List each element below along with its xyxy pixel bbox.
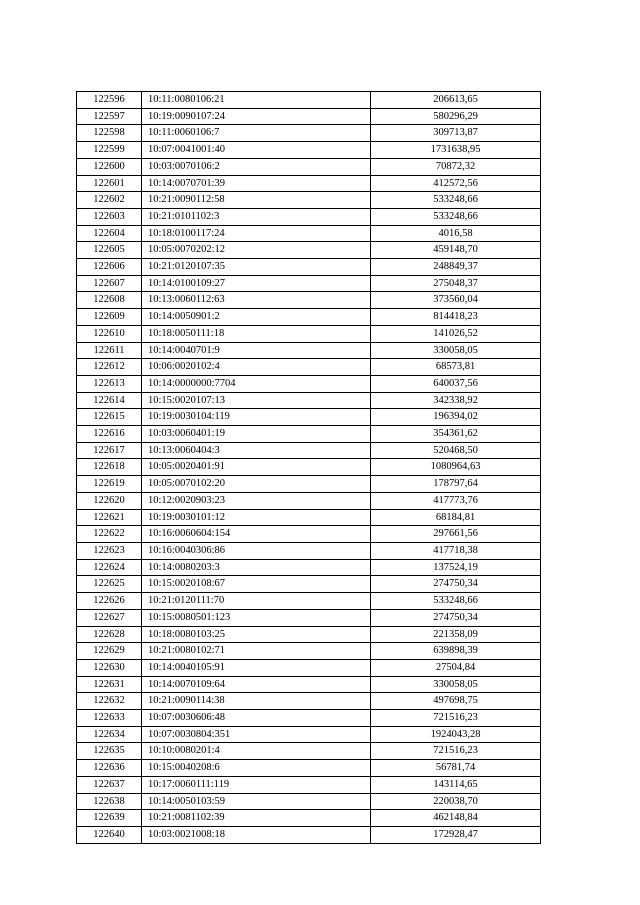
table-row [77,192,541,209]
amount-cell: 274750,34 [371,609,541,626]
amount-cell: 342338,92 [371,392,541,409]
table-row [77,325,541,342]
row-id-cell: 122621 [77,509,142,526]
row-id-cell: 122622 [77,526,142,543]
row-id-cell: 122637 [77,776,142,793]
row-id-cell: 122613 [77,375,142,392]
amount-cell: 1924043,28 [371,726,541,743]
table-row [77,559,541,576]
amount-cell: 417773,76 [371,492,541,509]
row-id-cell: 122617 [77,442,142,459]
cadastral-number-cell: 10:19:0090107:24 [142,108,371,125]
row-id-cell: 122597 [77,108,142,125]
row-id-cell: 122603 [77,208,142,225]
cadastral-number-cell: 10:21:0101102:3 [142,208,371,225]
row-id-cell: 122602 [77,192,142,209]
table-row [77,693,541,710]
table-row [77,509,541,526]
row-id-cell: 122605 [77,242,142,259]
cadastral-number-cell: 10:03:0070106:2 [142,158,371,175]
amount-cell: 297661,56 [371,526,541,543]
table-row [77,175,541,192]
cadastral-number-cell: 10:11:0060106:7 [142,125,371,142]
amount-cell: 330058,05 [371,676,541,693]
amount-cell: 459148,70 [371,242,541,259]
cadastral-number-cell: 10:21:0120111:70 [142,593,371,610]
amount-cell: 56781,74 [371,760,541,777]
cadastral-number-cell: 10:14:0000000:7704 [142,375,371,392]
table-row [77,409,541,426]
amount-cell: 533248,66 [371,593,541,610]
table-row [77,158,541,175]
amount-cell: 196394,02 [371,409,541,426]
table-body [77,92,541,844]
row-id-cell: 122623 [77,542,142,559]
row-id-cell: 122634 [77,726,142,743]
amount-cell: 640037,56 [371,375,541,392]
table-row [77,643,541,660]
cadastral-number-cell: 10:17:0060111:119 [142,776,371,793]
amount-cell: 1731638,95 [371,142,541,159]
amount-cell: 68184,81 [371,509,541,526]
amount-cell: 248849,37 [371,259,541,276]
table-row [77,726,541,743]
amount-cell: 141026,52 [371,325,541,342]
row-id-cell: 122633 [77,710,142,727]
cadastral-number-cell: 10:14:0050901:2 [142,309,371,326]
cadastral-number-cell: 10:14:0100109:27 [142,275,371,292]
cadastral-number-cell: 10:16:0040306:86 [142,542,371,559]
table-row [77,542,541,559]
amount-cell: 580296,29 [371,108,541,125]
cadastral-number-cell: 10:13:0060112:63 [142,292,371,309]
cadastral-number-cell: 10:03:0060401:19 [142,426,371,443]
cadastral-number-cell: 10:18:0100117:24 [142,225,371,242]
amount-cell: 68573,81 [371,359,541,376]
amount-cell: 533248,66 [371,208,541,225]
cadastral-number-cell: 10:10:0080201:4 [142,743,371,760]
table-row [77,526,541,543]
table-row [77,426,541,443]
table-row [77,793,541,810]
amount-cell: 4016,58 [371,225,541,242]
cadastral-number-cell: 10:05:0070202:12 [142,242,371,259]
amount-cell: 274750,34 [371,576,541,593]
cadastral-number-cell: 10:03:0021008:18 [142,826,371,843]
data-table [76,91,541,844]
cadastral-number-cell: 10:15:0020108:67 [142,576,371,593]
row-id-cell: 122639 [77,810,142,827]
cadastral-number-cell: 10:13:0060404:3 [142,442,371,459]
amount-cell: 221358,09 [371,626,541,643]
row-id-cell: 122607 [77,275,142,292]
row-id-cell: 122604 [77,225,142,242]
amount-cell: 462148,84 [371,810,541,827]
table-row [77,125,541,142]
row-id-cell: 122636 [77,760,142,777]
table-row [77,225,541,242]
cadastral-number-cell: 10:14:0050103:59 [142,793,371,810]
cadastral-number-cell: 10:14:0040701:9 [142,342,371,359]
table-row [77,676,541,693]
table-row [77,108,541,125]
cadastral-number-cell: 10:21:0090112:58 [142,192,371,209]
amount-cell: 533248,66 [371,192,541,209]
row-id-cell: 122600 [77,158,142,175]
row-id-cell: 122628 [77,626,142,643]
amount-cell: 220038,70 [371,793,541,810]
cadastral-number-cell: 10:15:0020107:13 [142,392,371,409]
cadastral-number-cell: 10:16:0060604:154 [142,526,371,543]
table-row [77,359,541,376]
table-row [77,309,541,326]
cadastral-number-cell: 10:05:0020401:91 [142,459,371,476]
row-id-cell: 122638 [77,793,142,810]
table-row [77,92,541,109]
cadastral-number-cell: 10:15:0080501:123 [142,609,371,626]
row-id-cell: 122629 [77,643,142,660]
amount-cell: 330058,05 [371,342,541,359]
row-id-cell: 122614 [77,392,142,409]
cadastral-number-cell: 10:07:0030606:48 [142,710,371,727]
row-id-cell: 122601 [77,175,142,192]
row-id-cell: 122599 [77,142,142,159]
table-row [77,459,541,476]
table-row [77,259,541,276]
row-id-cell: 122632 [77,693,142,710]
table-row [77,392,541,409]
amount-cell: 373560,04 [371,292,541,309]
cadastral-number-cell: 10:18:0080103:25 [142,626,371,643]
cadastral-number-cell: 10:21:0080102:71 [142,643,371,660]
amount-cell: 721516,23 [371,710,541,727]
table-row [77,208,541,225]
row-id-cell: 122630 [77,659,142,676]
table-row [77,476,541,493]
row-id-cell: 122625 [77,576,142,593]
amount-cell: 27504,84 [371,659,541,676]
amount-cell: 412572,56 [371,175,541,192]
cadastral-number-cell: 10:21:0120107:35 [142,259,371,276]
table-row [77,626,541,643]
row-id-cell: 122598 [77,125,142,142]
cadastral-number-cell: 10:11:0080106:21 [142,92,371,109]
table-row [77,142,541,159]
cadastral-number-cell: 10:07:0041001:40 [142,142,371,159]
cadastral-number-cell: 10:05:0070102:20 [142,476,371,493]
cadastral-number-cell: 10:14:0040105:91 [142,659,371,676]
row-id-cell: 122610 [77,325,142,342]
amount-cell: 206613,65 [371,92,541,109]
row-id-cell: 122626 [77,593,142,610]
cadastral-number-cell: 10:14:0080203:3 [142,559,371,576]
row-id-cell: 122616 [77,426,142,443]
table-row [77,710,541,727]
table-row [77,659,541,676]
amount-cell: 721516,23 [371,743,541,760]
row-id-cell: 122627 [77,609,142,626]
row-id-cell: 122606 [77,259,142,276]
table-row [77,342,541,359]
row-id-cell: 122635 [77,743,142,760]
row-id-cell: 122618 [77,459,142,476]
cadastral-number-cell: 10:12:0020903:23 [142,492,371,509]
table-row [77,576,541,593]
row-id-cell: 122596 [77,92,142,109]
amount-cell: 354361,62 [371,426,541,443]
amount-cell: 497698,75 [371,693,541,710]
table-row [77,492,541,509]
table-row [77,760,541,777]
table-row [77,275,541,292]
table-row [77,242,541,259]
row-id-cell: 122631 [77,676,142,693]
table-row [77,743,541,760]
row-id-cell: 122620 [77,492,142,509]
table-row [77,593,541,610]
cadastral-number-cell: 10:19:0030101:12 [142,509,371,526]
table-row [77,810,541,827]
amount-cell: 309713,87 [371,125,541,142]
row-id-cell: 122609 [77,309,142,326]
table-row [77,375,541,392]
cadastral-number-cell: 10:18:0050111:18 [142,325,371,342]
cadastral-number-cell: 10:19:0030104:119 [142,409,371,426]
cadastral-number-cell: 10:14:0070109:64 [142,676,371,693]
amount-cell: 639898,39 [371,643,541,660]
table-row [77,292,541,309]
row-id-cell: 122619 [77,476,142,493]
row-id-cell: 122612 [77,359,142,376]
table-row [77,776,541,793]
row-id-cell: 122624 [77,559,142,576]
cadastral-number-cell: 10:21:0090114:38 [142,693,371,710]
table-row [77,826,541,843]
cadastral-number-cell: 10:21:0081102:39 [142,810,371,827]
row-id-cell: 122615 [77,409,142,426]
amount-cell: 814418,23 [371,309,541,326]
row-id-cell: 122640 [77,826,142,843]
amount-cell: 520468,50 [371,442,541,459]
amount-cell: 70872,32 [371,158,541,175]
row-id-cell: 122608 [77,292,142,309]
cadastral-number-cell: 10:07:0030804:351 [142,726,371,743]
cadastral-number-cell: 10:14:0070701:39 [142,175,371,192]
row-id-cell: 122611 [77,342,142,359]
amount-cell: 1080964,63 [371,459,541,476]
cadastral-number-cell: 10:06:0020102:4 [142,359,371,376]
table-row [77,609,541,626]
amount-cell: 143114,65 [371,776,541,793]
amount-cell: 172928,47 [371,826,541,843]
amount-cell: 178797,64 [371,476,541,493]
table-row [77,442,541,459]
amount-cell: 275048,37 [371,275,541,292]
amount-cell: 417718,38 [371,542,541,559]
cadastral-number-cell: 10:15:0040208:6 [142,760,371,777]
amount-cell: 137524,19 [371,559,541,576]
